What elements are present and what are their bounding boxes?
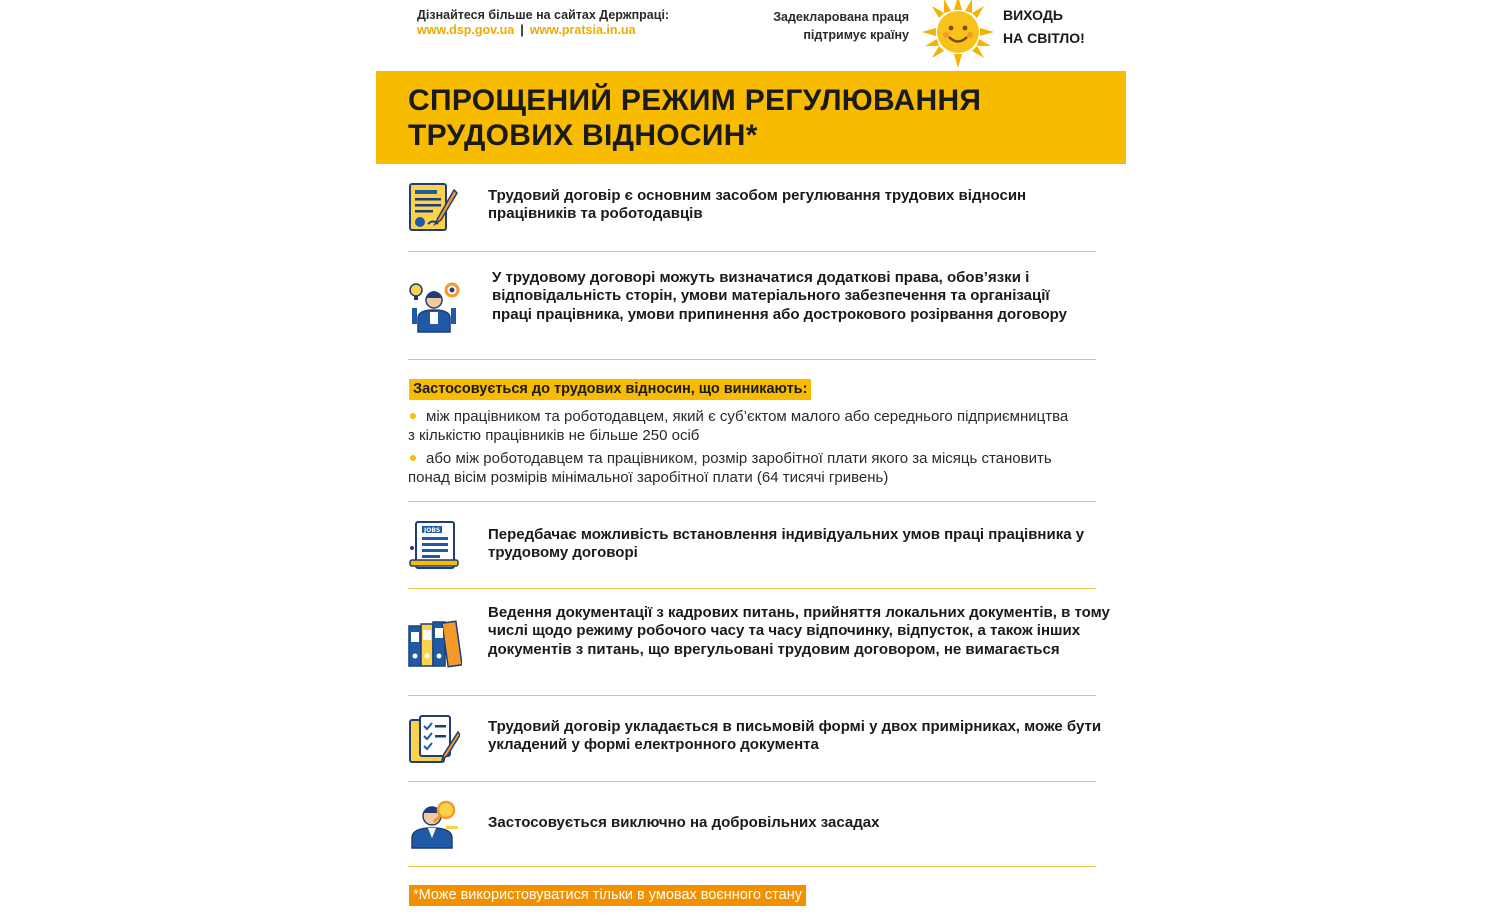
info-row-individual-terms xyxy=(408,520,1096,572)
contract-icon xyxy=(408,180,460,234)
row-text: У трудовому договорі можуть визначатися додаткові права, обов’язки і відповідальність сторін, умови матеріального забезпечення та організації праці працівника, умови припинення або дострокового розірвання договору xyxy=(492,269,1067,323)
link-pratsia[interactable]: www.pratsia.in.ua xyxy=(529,23,636,37)
info-row-contract xyxy=(408,180,1096,236)
divider xyxy=(408,251,1096,252)
info-row-rights xyxy=(408,269,1096,336)
row-text: Ведення документації з кадрових питань, прийняття локальних документів, в тому числі щодо режиму робочого часу та часу відпочинку, відпусток, а також інших документів з питань, що врегульовані трудовим договором, не вимагається xyxy=(488,604,1110,658)
page-title xyxy=(408,83,1108,153)
bullet-item: або між роботодавцем та працівником, розмір заробітної плати якого за місяць становить понад вісім розмірів мінімальної заробітної плати (64 тисячі гривень) xyxy=(408,450,1052,486)
title-banner xyxy=(376,71,1126,164)
header-websites xyxy=(417,8,669,38)
applies-tag: Застосовується до трудових відносин, що виникають: xyxy=(409,379,811,400)
info-row-written-form xyxy=(408,714,1102,766)
slogan-line-1: Задекларована праця xyxy=(773,10,909,24)
link-separator: | xyxy=(520,23,524,37)
svg-text:JOBS: JOBS xyxy=(424,527,441,534)
row-text: Застосовується виключно на добровільних засадах xyxy=(488,814,880,831)
row-text: Трудовий договір укладається в письмовій формі у двох примірниках, може бути укладений у формі електронного документа xyxy=(488,718,1102,754)
worker-ideas-icon xyxy=(408,280,460,334)
divider xyxy=(408,781,1096,782)
title-line-1: СПРОЩЕНИЙ РЕЖИМ РЕГУЛЮВАННЯ xyxy=(408,84,982,117)
link-dsp[interactable]: www.dsp.gov.ua xyxy=(417,23,515,37)
infographic-page xyxy=(376,0,1126,920)
campaign-title xyxy=(1003,4,1085,50)
title-line-2: ТРУДОВИХ ВІДНОСИН* xyxy=(408,119,758,152)
slogan xyxy=(716,8,909,44)
divider xyxy=(408,866,1096,867)
jobs-newspaper-icon xyxy=(408,520,460,572)
bullet-dot xyxy=(410,413,416,419)
divider xyxy=(408,695,1096,696)
divider xyxy=(408,359,1096,360)
slogan-line-2: підтримує країну xyxy=(803,28,909,42)
bullet-dot xyxy=(410,455,416,461)
footnote: *Може використовуватися тільки в умовах воєнного стану xyxy=(409,885,806,906)
info-row-documentation xyxy=(408,604,1110,670)
checklist-icon xyxy=(408,714,460,764)
campaign-line-2: НА СВІТЛО! xyxy=(1003,30,1085,46)
row-text: Трудовий договір є основним засобом регулювання трудових відносин працівників та роботодавців xyxy=(488,187,1027,223)
row-text: Передбачає можливість встановлення індивідуальних умов праці працівника у трудовому договорі xyxy=(488,526,1085,562)
info-row-voluntary xyxy=(408,800,1096,850)
bullet-item: між працівником та роботодавцем, який є суб’єктом малого або середнього підприємництва з кількістю працівників не більше 250 осіб xyxy=(408,408,1069,444)
campaign-line-1: ВИХОДЬ xyxy=(1003,7,1063,23)
binders-icon xyxy=(408,618,462,670)
sun-mascot-icon xyxy=(922,0,994,68)
divider xyxy=(408,588,1096,589)
voluntary-person-icon xyxy=(408,800,460,850)
learn-more-text: Дізнайтеся більше на сайтах Держпраці: xyxy=(417,8,670,22)
divider xyxy=(408,501,1096,502)
